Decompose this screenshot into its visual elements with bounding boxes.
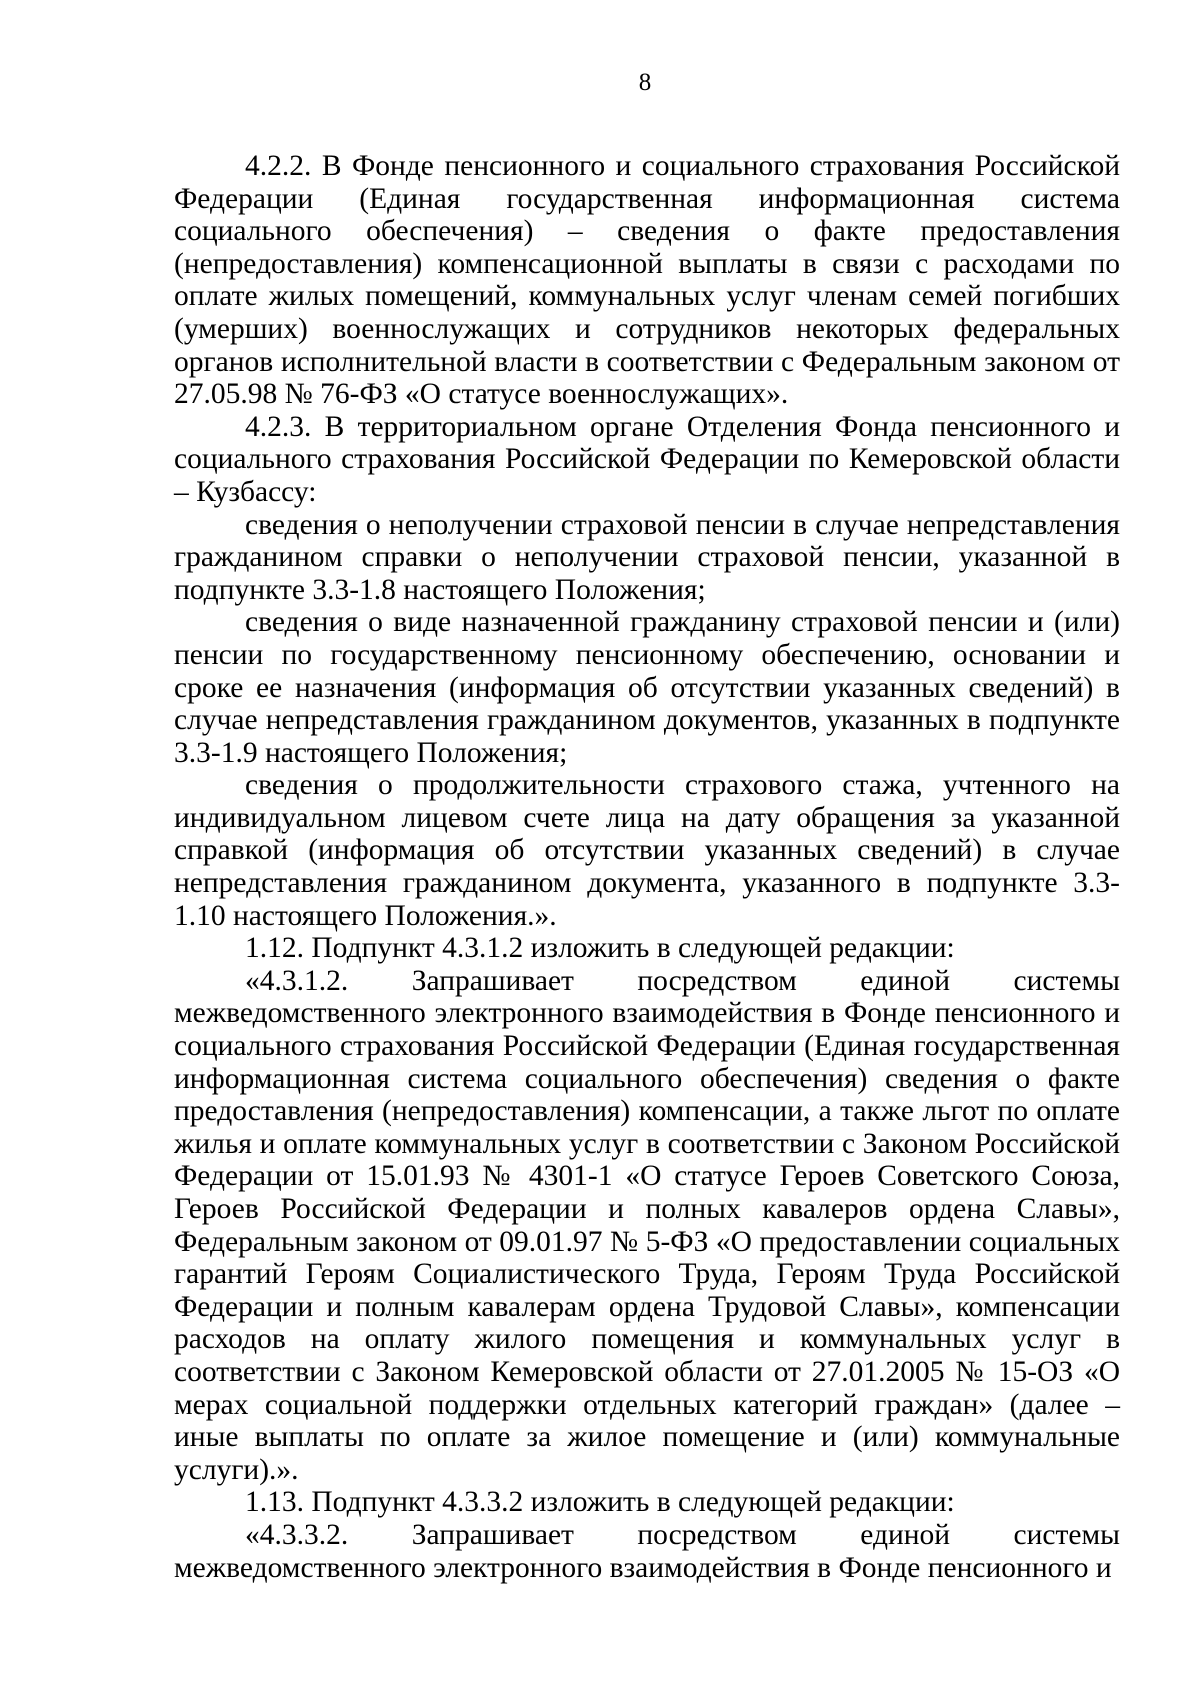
page-number: 8 [638,69,652,96]
paragraph-4-2-2: 4.2.2. В Фонде пенсионного и социального страхования Российской Федерации (Единая государственная информационная система социального обеспечения) – сведения о факте предоставления (непредоставления) компенсационной выплаты в связи с расходами по оплате жилых помещений, коммунальных услуг членам семей погибших (умерших) военнослужащих и сотрудников некоторых федеральных органов исполнительной власти в соответствии с Федеральным законом от 27.05.98 № 76-ФЗ «О статусе военнослужащих». [174,150,1120,411]
paragraph-4-3-3-2: «4.3.3.2. Запрашивает посредством единой системы межведомственного электронного взаимодействия в Фонде пенсионного и [174,1518,1120,1584]
paragraph-pension-type: сведения о виде назначенной гражданину страховой пенсии и (или) пенсии по государственному пенсионному обеспечению, основании и сроке ее назначения (информация об отсутствии указанных сведений) в случае непредставления гражданином документов, указанных в подпункте 3.3-1.9 настоящего Положения; [174,606,1120,769]
paragraph-4-2-3: 4.2.3. В территориальном органе Отделения Фонда пенсионного и социального страхования Российской Федерации по Кемеровской области – Кузбассу: [174,410,1120,508]
paragraph-insurance-length: сведения о продолжительности страхового стажа, учтенного на индивидуальном лицевом счете лица на дату обращения за указанной справкой (информация об отсутствии указанных сведений) в случае непредставления гражданином документа, указанного в подпункте 3.3-1.10 настоящего Положения.». [174,769,1120,932]
paragraph-1-12: 1.12. Подпункт 4.3.1.2 изложить в следующей редакции: [245,932,955,965]
document-body [174,150,1120,1584]
paragraph-1-13: 1.13. Подпункт 4.3.3.2 изложить в следующей редакции: [245,1486,955,1519]
paragraph-4-3-1-2: «4.3.1.2. Запрашивает посредством единой системы межведомственного электронного взаимодействия в Фонде пенсионного и социального страхования Российской Федерации (Единая государственная информационная система социального обеспечения) сведения о факте предоставления (непредоставления) компенсации, а также льгот по оплате жилья и оплате коммунальных услуг в соответствии с Законом Российской Федерации от 15.01.93 № 4301-1 «О статусе Героев Советского Союза, Героев Российской Федерации и полных кавалеров ордена Славы», Федеральным законом от 09.01.97 № 5-ФЗ «О предоставлении социальных гарантий Героям Социалистического Труда, Героям Труда Российской Федерации и полным кавалерам ордена Трудовой Славы», компенсации расходов на оплату жилого помещения и коммунальных услуг в соответствии с Законом Кемеровской области от 27.01.2005 № 15-ОЗ «О мерах социальной поддержки отдельных категорий граждан» (далее – иные выплаты по оплате за жилое помещение и (или) коммунальные услуги).». [174,964,1120,1486]
paragraph-pension-nonreceipt: сведения о неполучении страховой пенсии в случае непредставления гражданином справки о неполучении страховой пенсии, указанной в подпункте 3.3-1.8 настоящего Положения; [174,508,1120,606]
